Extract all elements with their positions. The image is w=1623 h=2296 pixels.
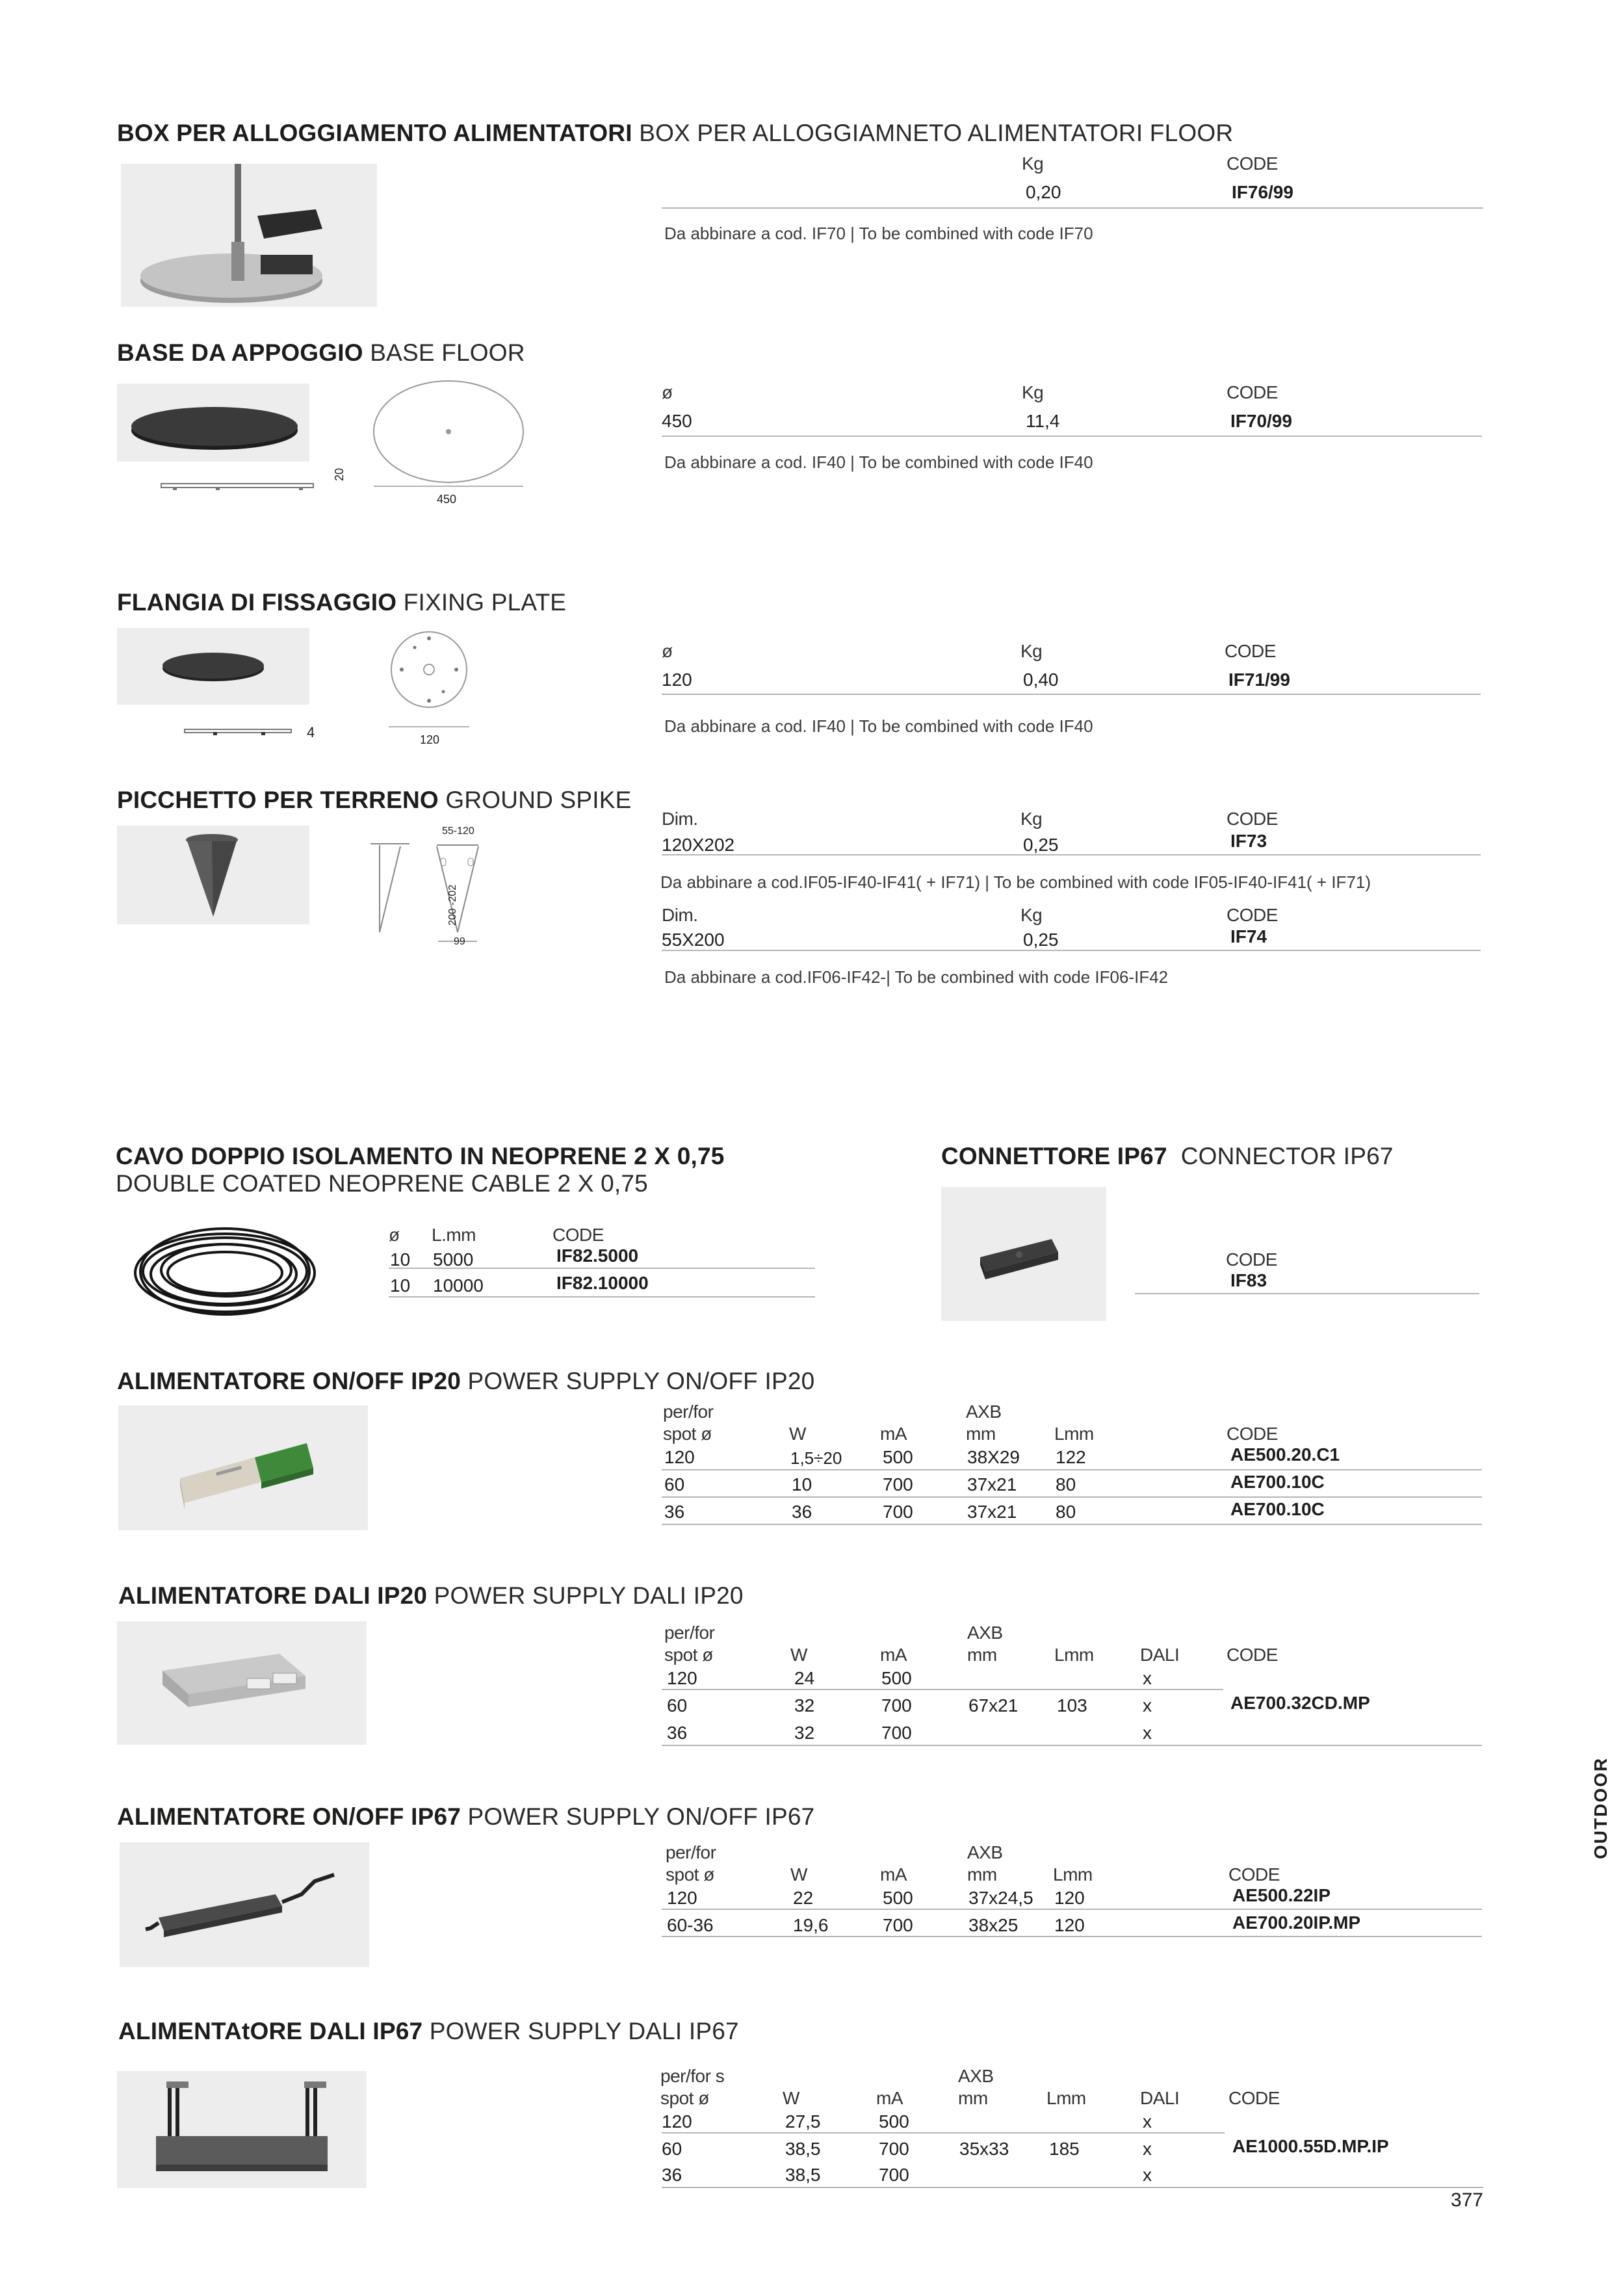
base-height-dim-text: 20 (333, 467, 346, 481)
onoff20-title: ALIMENTATORE ON/OFF IP20 POWER SUPPLY ON/OFF IP20 (117, 1368, 815, 1394)
base-side-drawing (160, 481, 316, 501)
cavo-row2-code: IF82.10000 (556, 1273, 649, 1293)
base-width-dim: 450 (437, 493, 457, 506)
dali20-w-header: W (790, 1645, 807, 1665)
dali67-spot-header: spot ø (660, 2088, 709, 2108)
onoff20-r2-spot: 60 (664, 1474, 685, 1494)
side-tab (1583, 1755, 1609, 1859)
flangia-top-drawing (389, 628, 469, 732)
flangia-rule (662, 694, 1481, 695)
onoff67-perfor-header: per/for (666, 1842, 716, 1862)
onoff20-r2-w: 10 (792, 1474, 812, 1494)
onoff67-title: ALIMENTATORE ON/OFF IP67 POWER SUPPLY ON/OFF IP67 (117, 1803, 815, 1830)
connettore-title: CONNETTORE IP67 CONNECTOR IP67 (941, 1143, 1394, 1169)
cavo-code-header: CODE (552, 1225, 604, 1245)
picchetto-rule-2 (662, 950, 1481, 951)
box-code-header: CODE (1227, 153, 1278, 174)
box-kg-value: 0,20 (1026, 182, 1061, 202)
onoff67-r1-mm: 37x24,5 (968, 1888, 1033, 1908)
onoff20-w-header: W (789, 1424, 806, 1444)
box-product-image (121, 164, 377, 307)
onoff20-mm-header: mm (966, 1424, 996, 1444)
box-kg-header: Kg (1022, 153, 1044, 174)
dali67-r2-spot: 60 (662, 2139, 682, 2159)
onoff67-axb-header: AXB (967, 1842, 1003, 1862)
dali20-r2-ma: 700 (881, 1695, 912, 1715)
flangia-code-header: CODE (1225, 641, 1276, 661)
dali67-photo (117, 2071, 367, 2188)
flangia-title: FLANGIA DI FISSAGGIO FIXING PLATE (117, 589, 567, 616)
picchetto-kg-header: Kg (1020, 809, 1043, 829)
cavo-title-line1: CAVO DOPPIO ISOLAMENTO IN NEOPRENE 2 X 0,75 (116, 1143, 725, 1169)
onoff20-axb-header: AXB (966, 1402, 1002, 1422)
picchetto-kg-header-2: Kg (1020, 905, 1043, 925)
onoff67-r2-spot: 60-36 (667, 1915, 714, 1935)
dali67-r1-ma: 500 (879, 2111, 909, 2132)
box-rule (662, 207, 1483, 209)
picchetto-note-1: Da abbinare a cod.IF05-IF40-IF41( + IF71) | To be combined with code IF05-IF40-IF41( + IF71) (660, 872, 1371, 892)
onoff20-r1-code: AE500.20.C1 (1230, 1444, 1340, 1465)
box-note: Da abbinare a cod. IF70 | To be combined with code IF70 (664, 224, 1093, 243)
dali67-code-header: CODE (1228, 2088, 1280, 2108)
flangia-kg-value: 0,40 (1023, 670, 1059, 690)
onoff67-photo (120, 1842, 369, 1967)
onoff67-product-image (120, 1842, 369, 1967)
cavo-row1-code: IF82.5000 (556, 1246, 639, 1266)
dali67-r2-ma: 700 (879, 2139, 909, 2159)
cavo-row1-lmm: 5000 (433, 1249, 474, 1270)
dali67-lmm-header: Lmm (1046, 2088, 1086, 2108)
dali20-r1-spot: 120 (667, 1668, 697, 1688)
cavo-rule-2 (389, 1296, 815, 1298)
dali20-rule-1a (662, 1689, 1223, 1690)
base-diam-value: 450 (662, 411, 692, 431)
dali67-r2-w: 38,5 (785, 2139, 821, 2159)
onoff20-r1-spot: 120 (664, 1447, 695, 1467)
picchetto-top-dim: 55-120 (442, 826, 474, 837)
flangia-photo (117, 628, 309, 705)
onoff67-r1-w: 22 (793, 1888, 814, 1908)
dali67-r3-w: 38,5 (785, 2165, 821, 2185)
base-note: Da abbinare a cod. IF40 | To be combined with code IF40 (664, 452, 1093, 472)
base-product-image (117, 384, 309, 462)
onoff67-r1-spot: 120 (667, 1888, 697, 1908)
picchetto-rule-1 (662, 854, 1481, 855)
picchetto-product-image (117, 826, 309, 924)
cavo-row1-diam: 10 (390, 1249, 411, 1270)
onoff67-r1-ma: 500 (883, 1888, 913, 1908)
dali20-r1-ma: 500 (881, 1668, 912, 1688)
flangia-side-drawing (183, 727, 294, 740)
onoff20-r3-w: 36 (792, 1502, 812, 1522)
onoff67-r2-code: AE700.20IP.MP (1232, 1912, 1361, 1933)
cavo-product-image (127, 1214, 322, 1325)
base-code-value: IF70/99 (1230, 411, 1292, 431)
onoff67-rule-1 (662, 1909, 1482, 1910)
base-height-dim (333, 468, 346, 481)
picchetto-height-dim (447, 885, 459, 926)
cavo-row2-lmm: 10000 (433, 1275, 484, 1296)
flangia-product-image (117, 628, 309, 705)
onoff20-lmm-header: Lmm (1054, 1424, 1094, 1444)
onoff20-photo (118, 1405, 368, 1530)
onoff20-r3-lmm: 80 (1056, 1502, 1076, 1522)
dali67-r3-ma: 700 (879, 2165, 909, 2185)
dali67-r1-w: 27,5 (785, 2111, 821, 2132)
picchetto-drawing (360, 835, 490, 945)
onoff67-code-header: CODE (1228, 1864, 1280, 1885)
dali67-axb-header: AXB (958, 2066, 994, 2086)
onoff20-product-image (118, 1405, 368, 1530)
onoff20-r2-code: AE700.10C (1230, 1472, 1325, 1492)
page-number: 377 (1450, 2189, 1483, 2211)
cavo-rule-1 (389, 1268, 815, 1269)
picchetto-code-value-1: IF73 (1230, 831, 1267, 851)
dali67-title: ALIMENTAtORE DALI IP67 POWER SUPPLY DALI IP67 (118, 2018, 739, 2044)
onoff20-ma-header: mA (880, 1424, 907, 1444)
onoff20-spot-header: spot ø (663, 1424, 712, 1444)
dali20-perfor-header: per/for (664, 1623, 715, 1643)
picchetto-dim-value-1: 120X202 (662, 835, 735, 855)
flangia-diam-value: 120 (662, 670, 692, 690)
picchetto-note-2: Da abbinare a cod.IF06-IF42-| To be combined with code IF06-IF42 (664, 967, 1169, 987)
box-title: BOX PER ALLOGGIAMENTO ALIMENTATORI BOX PER ALLOGGIAMNETO ALIMENTATORI FLOOR (117, 120, 1234, 146)
dali20-r2-w: 32 (794, 1695, 815, 1715)
onoff20-r2-ma: 700 (883, 1474, 913, 1494)
dali20-product-image (117, 1621, 367, 1745)
onoff20-r1-w: 1,5÷20 (790, 1448, 842, 1468)
dali20-axb-header: AXB (967, 1623, 1003, 1643)
onoff67-r2-ma: 700 (883, 1915, 913, 1935)
base-code-header: CODE (1227, 382, 1278, 402)
box-photo (121, 164, 377, 307)
dali20-r3-w: 32 (794, 1723, 815, 1743)
onoff67-lmm-header: Lmm (1053, 1864, 1093, 1885)
dali67-r2-code: AE1000.55D.MP.IP (1232, 2136, 1389, 2156)
dali20-spot-header: spot ø (664, 1645, 713, 1665)
onoff20-r3-mm: 37x21 (967, 1502, 1017, 1522)
onoff67-ma-header: mA (880, 1864, 907, 1885)
flangia-code-value: IF71/99 (1228, 670, 1290, 690)
connettore-code-value: IF83 (1230, 1270, 1267, 1290)
dali67-rule-3 (662, 2187, 1483, 2188)
dali20-r3-ma: 700 (881, 1723, 912, 1743)
dali20-photo (117, 1621, 367, 1745)
onoff67-r1-code: AE500.22IP (1232, 1885, 1331, 1905)
onoff67-r2-w: 19,6 (793, 1915, 829, 1935)
picchetto-dim-header-2: Dim. (662, 905, 698, 925)
base-kg-header: Kg (1022, 382, 1044, 402)
connettore-product-image (941, 1187, 1106, 1321)
box-code-value: IF76/99 (1232, 182, 1293, 202)
dali20-r2-lmm: 103 (1057, 1695, 1087, 1715)
side-tab-label: OUTDOOR (1591, 1756, 1611, 1859)
dali67-mm-header: mm (958, 2088, 988, 2108)
base-photo (117, 384, 309, 462)
dali67-r2-mm: 35x33 (959, 2139, 1009, 2159)
dali20-r1-dali: x (1143, 1668, 1152, 1688)
dali20-r2-mm: 67x21 (968, 1695, 1019, 1715)
onoff20-rule-2 (662, 1496, 1482, 1498)
onoff20-r1-ma: 500 (883, 1447, 913, 1467)
onoff20-perfor-header: per/for (663, 1402, 714, 1422)
onoff20-r1-lmm: 122 (1056, 1447, 1086, 1467)
picchetto-code-header: CODE (1227, 809, 1278, 829)
dali20-title: ALIMENTATORE DALI IP20 POWER SUPPLY DALI IP20 (118, 1582, 744, 1609)
onoff67-r1-lmm: 120 (1054, 1888, 1085, 1908)
dali20-rule-3 (662, 1745, 1482, 1746)
dali67-product-image (117, 2071, 367, 2188)
dali20-dali-header: DALI (1140, 1645, 1180, 1665)
dali67-r3-dali: x (1143, 2165, 1152, 2185)
picchetto-height-dim-text: 200 -202 (447, 884, 458, 926)
onoff20-r3-code: AE700.10C (1230, 1499, 1325, 1519)
dali67-perfor-header: per/for s (660, 2066, 725, 2086)
dali20-r3-spot: 36 (667, 1723, 688, 1743)
flangia-note: Da abbinare a cod. IF40 | To be combined with code IF40 (664, 716, 1093, 736)
onoff67-spot-header: spot ø (666, 1864, 714, 1885)
cavo-row2-diam: 10 (390, 1275, 411, 1296)
dali67-rule-1 (662, 2132, 1225, 2133)
dali20-r2-spot: 60 (667, 1695, 688, 1715)
base-top-drawing (370, 378, 526, 489)
picchetto-kg-value-2: 0,25 (1023, 930, 1059, 950)
base-title: BASE DA APPOGGIO BASE FLOOR (117, 339, 525, 366)
dali67-r3-spot: 36 (662, 2165, 682, 2185)
cavo-diam-header: ø (389, 1225, 400, 1245)
dali20-lmm-header: Lmm (1054, 1645, 1094, 1665)
picchetto-dim-value-2: 55X200 (662, 930, 725, 950)
onoff67-mm-header: mm (967, 1864, 997, 1885)
cavo-lmm-header: L.mm (432, 1225, 476, 1245)
onoff20-r2-lmm: 80 (1056, 1474, 1076, 1494)
connettore-code-header: CODE (1226, 1249, 1277, 1270)
base-diam-header: ø (662, 382, 673, 402)
flangia-diam-header: ø (662, 641, 673, 661)
dali67-ma-header: mA (876, 2088, 903, 2108)
cavo-title-line2: DOUBLE COATED NEOPRENE CABLE 2 X 0,75 (116, 1170, 648, 1197)
dali67-r1-dali: x (1143, 2111, 1152, 2132)
dali20-r3-dali: x (1143, 1723, 1152, 1743)
dali67-dali-header: DALI (1140, 2088, 1180, 2108)
picchetto-title: PICCHETTO PER TERRENO GROUND SPIKE (117, 787, 632, 813)
picchetto-photo (117, 826, 309, 924)
picchetto-code-header-2: CODE (1227, 905, 1278, 925)
flangia-thickness-dim: 4 (307, 724, 315, 740)
onoff20-code-header: CODE (1227, 1424, 1278, 1444)
picchetto-dim-header: Dim. (662, 809, 698, 829)
dali67-r2-dali: x (1143, 2139, 1152, 2159)
dali20-ma-header: mA (880, 1645, 907, 1665)
onoff67-r2-lmm: 120 (1054, 1915, 1085, 1935)
dali20-r2-dali: x (1143, 1695, 1152, 1715)
onoff20-r1-mm: 38X29 (967, 1447, 1020, 1467)
flangia-width-dim: 120 (420, 733, 440, 746)
connettore-rule (1135, 1293, 1479, 1294)
dali20-mm-header: mm (967, 1645, 997, 1665)
onoff20-rule-1 (662, 1469, 1482, 1470)
dali20-r2-code: AE700.32CD.MP (1230, 1693, 1370, 1713)
base-kg-value: 11,4 (1026, 411, 1060, 431)
connettore-photo (941, 1187, 1106, 1321)
picchetto-code-value-2: IF74 (1230, 926, 1267, 946)
flangia-kg-header: Kg (1020, 641, 1043, 661)
base-rule (662, 436, 1482, 437)
dali20-code-header: CODE (1227, 1645, 1278, 1665)
dali67-w-header: W (783, 2088, 799, 2108)
onoff20-r2-mm: 37x21 (967, 1474, 1017, 1494)
picchetto-bottom-dim: 99 (454, 936, 465, 947)
dali67-r2-lmm: 185 (1049, 2139, 1080, 2159)
onoff67-rule-2 (662, 1936, 1482, 1937)
onoff67-r2-mm: 38x25 (968, 1915, 1019, 1935)
onoff67-w-header: W (790, 1864, 807, 1885)
onoff20-r3-ma: 700 (883, 1502, 913, 1522)
dali67-r1-spot: 120 (662, 2111, 692, 2132)
picchetto-kg-value-1: 0,25 (1023, 835, 1059, 855)
onoff20-r3-spot: 36 (664, 1502, 685, 1522)
dali20-r1-w: 24 (794, 1668, 815, 1688)
onoff20-rule-3 (662, 1524, 1482, 1525)
